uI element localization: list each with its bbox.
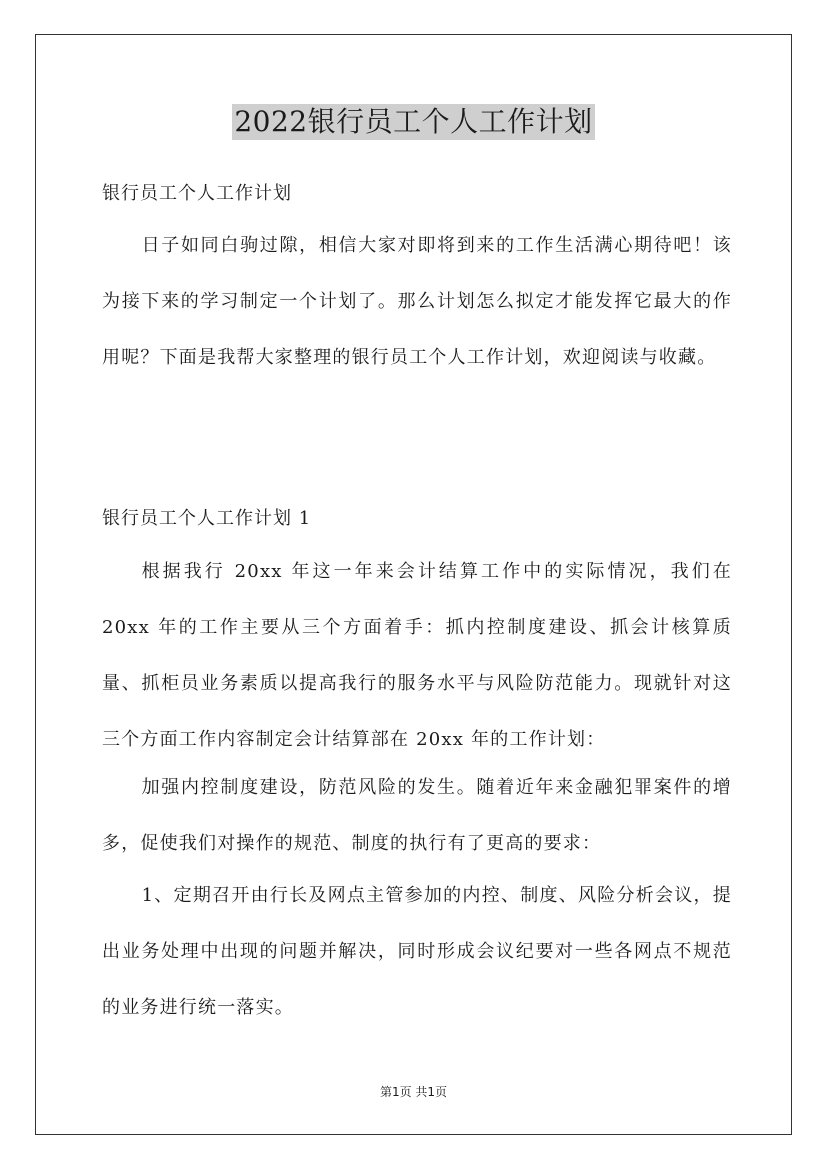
section1-paragraph-2: 加强内控制度建设，防范风险的发生。随着近年来金融犯罪案件的增多，促使我们对操作的规范、制度的执行有了更高的要求： (102, 777, 732, 854)
section1-paragraph-1: 根据我行 20xx 年这一年来会计结算工作中的实际情况，我们在 20xx 年的工作主要从三个方面着手：抓内控制度建设、抓会计核算质量、抓柜员业务素质以提高我行的服务水平与风险防范能力。现就针对这三个方面工作内容制定会计结算部在 20xx 年的工作计划： (102, 561, 732, 750)
section1-heading: 银行员工个人工作计划 1 (102, 508, 312, 529)
intro-heading: 银行员工个人工作计划 (102, 183, 292, 204)
intro-paragraph: 日子如同白驹过隙，相信大家对即将到来的工作生活满心期待吧！该为接下来的学习制定一个计划了。那么计划怎么拟定才能发挥它最大的作用呢？下面是我帮大家整理的银行员工个人工作计划，欢迎阅读与收藏。 (102, 235, 732, 368)
document-title: 2022银行员工个人工作计划 (234, 105, 593, 138)
title-container (0, 104, 827, 140)
page-footer: 第1页 共1页 (379, 1085, 448, 1099)
section1-paragraph-3: 1、定期召开由行长及网点主管参加的内控、制度、风险分析会议，提出业务处理中出现的问题并解决，同时形成会议纪要对一些各网点不规范的业务进行统一落实。 (102, 885, 732, 1018)
